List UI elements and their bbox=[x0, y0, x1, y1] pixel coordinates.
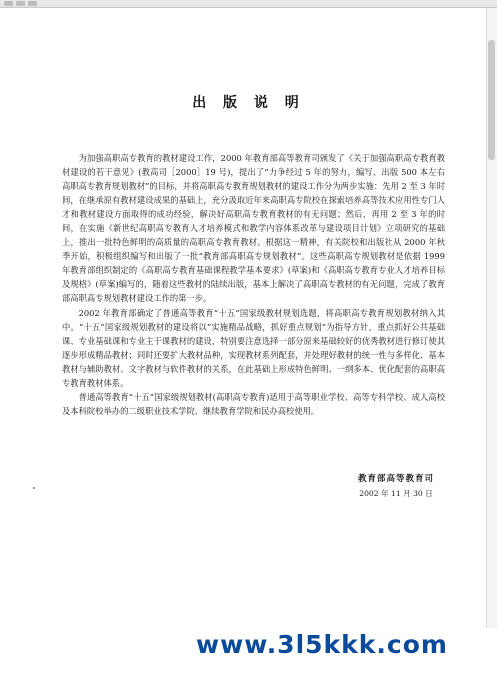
paragraph-3: 普通高等教育“十五”国家级规划教材(高职高专教育)适用于高等职业学校、高等专科学校、成人高校及本科院校举办的二级职业技术学院、继续教育学院和民办高校使用。 bbox=[62, 391, 445, 416]
viewer-toolbar bbox=[0, 0, 497, 8]
paragraph-1: 为加强高职高专教育的教材建设工作，2000 年教育部高等教育司颁发了《关于加强高职高专教育教材建设的若干意见》(教高司［2000］19 号)，提出了“力争经过 5 年的努力，编写、出版 500 本左右高职高专教育规划教材”的目标，并将高职高专教育规划教材的建设工作分为两步实施：先用 2 至 3 年时间，在继承原有教材建设成果的基础上，充分汲取近年来高职高专院校在探索培养高等技术应用性专门人才和教材建设方面取得的成功经验，解决好高职高专教育教材的有无问题；然后，再用 2 至 3 年的时间，在实施《新世纪高职高专教育人才培养模式和教学内容体系改革与建设项目计划》立项研究的基础上，推出一批特色鲜明的高质量的高职高专教育教材。根据这一精神，有关院校和出版社从 2000 年秋季开始，积极组织编写和出版了一批“教育部高职高专规划教材”。这些高职高专规划教材是依据 1999 年教育部组织制定的《高职高专教育基础课程教学基本要求》(草案)和《高职高专教育专业人才培养目标及规格》(草案)编写的，随着这些教材的陆续出版，基本上解决了高职高专教材的有无问题，完成了教育部高职高专规划教材建设工作的第一步。 bbox=[62, 153, 445, 304]
page-title: 出 版 说 明 bbox=[192, 95, 305, 111]
toolbar-button[interactable] bbox=[4, 1, 13, 6]
scan-speck bbox=[33, 487, 35, 489]
toolbar-button[interactable] bbox=[16, 1, 25, 6]
site-watermark[interactable]: www.3l5kkk.com bbox=[196, 630, 448, 659]
signature-organization: 教育部高等教育司 bbox=[357, 474, 434, 484]
document-body bbox=[62, 151, 445, 418]
paragraph-2: 2002 年教育部确定了普通高等教育“十五”国家级教材规划选题，将高职高专教育规划教材纳入其中。“十五”国家级规划教材的建设将以“实施精品战略，抓好重点规划”为指导方针，重点抓好公共基础课、专业基础课和专业主干课教材的建设，特别要注意选择一部分原来基础较好的优秀教材进行修订使其逐步形成精品教材；同时还要扩大教材品种，实现教材系列配套，并处理好教材的统一性与多样化、基本教材与辅助教材、文字教材与软件教材的关系，在此基础上形成特色鲜明、一纲多本、优化配套的高职高专教育教材体系。 bbox=[62, 307, 445, 388]
toolbar-button[interactable] bbox=[28, 1, 37, 6]
signature-date: 2002 年 11 月 30 日 bbox=[359, 489, 433, 498]
